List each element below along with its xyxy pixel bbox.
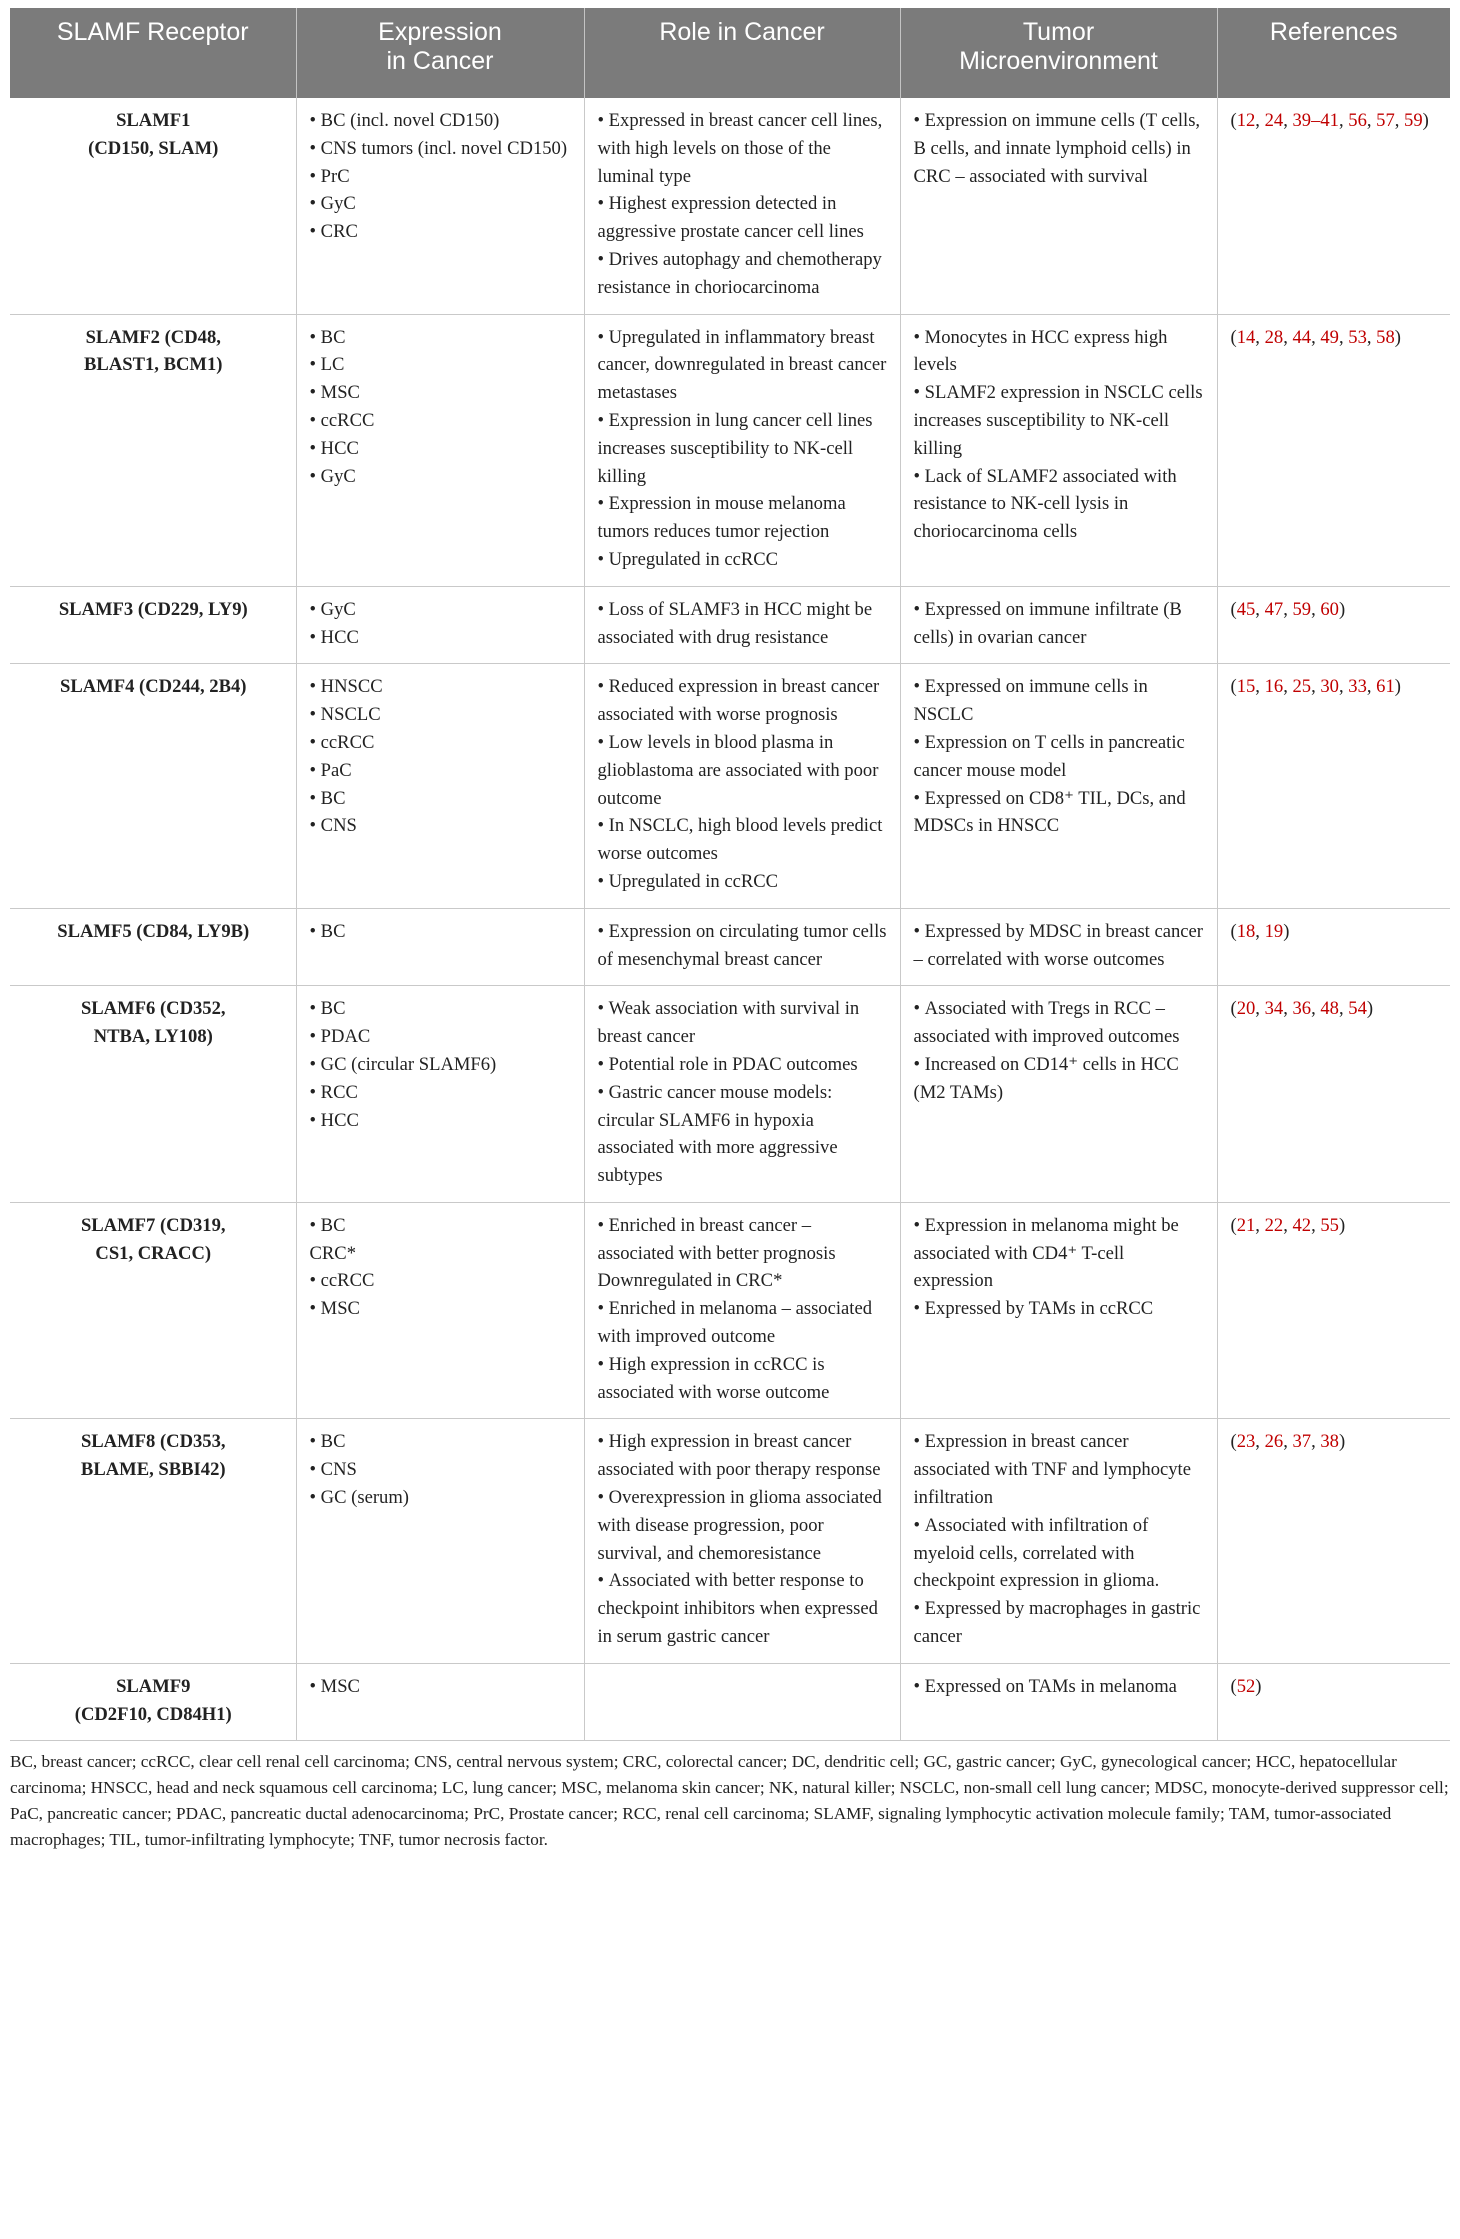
table-row	[10, 908, 1450, 986]
list-item: • ccRCC	[310, 407, 572, 435]
header-receptor: SLAMF Receptor	[10, 8, 296, 98]
table-row	[10, 586, 1450, 664]
list-item: • PDAC	[310, 1023, 572, 1051]
list-item: • Expression in melanoma might be associated with CD4⁺ T-cell expression	[914, 1212, 1205, 1295]
tme-cell-list	[914, 107, 1205, 190]
reference-link[interactable]: 16	[1264, 676, 1284, 698]
tme-cell	[900, 908, 1217, 986]
tme-cell	[900, 1663, 1217, 1741]
reference-link[interactable]: 55	[1320, 1214, 1339, 1236]
expression-cell	[296, 986, 584, 1203]
list-item: • Expressed by macrophages in gastric cancer	[914, 1595, 1205, 1651]
list-item: • Loss of SLAMF3 in HCC might be associated with drug resistance	[598, 596, 888, 652]
references-cell: (14, 28, 44, 49, 53, 58)	[1217, 314, 1450, 586]
list-item: • Expression in breast cancer associated with TNF and lymphocyte infiltration	[914, 1428, 1205, 1511]
list-item: • Drives autophagy and chemotherapy resistance in choriocarcinoma	[598, 246, 888, 302]
list-item: • BC	[310, 995, 572, 1023]
expression-cell	[296, 98, 584, 314]
receptor-cell: SLAMF2 (CD48, BLAST1, BCM1)	[10, 314, 296, 586]
role-cell	[584, 1663, 900, 1741]
table-row	[10, 986, 1450, 1203]
list-item: • Reduced expression in breast cancer associated with worse prognosis	[598, 673, 888, 729]
list-item: • HCC	[310, 435, 572, 463]
reference-link[interactable]: 25	[1292, 676, 1312, 698]
reference-link[interactable]: 58	[1376, 326, 1395, 348]
reference-link[interactable]: 53	[1348, 326, 1367, 348]
reference-link[interactable]: 54	[1348, 998, 1367, 1020]
list-item: • BC	[310, 1428, 572, 1456]
expression-cell-list	[310, 673, 572, 840]
list-item: • MSC	[310, 1673, 572, 1701]
expression-cell-list	[310, 596, 572, 652]
list-item: • Associated with better response to checkpoint inhibitors when expressed in serum gastric cancer	[598, 1567, 888, 1650]
references-cell: (52)	[1217, 1663, 1450, 1741]
expression-cell	[296, 664, 584, 908]
receptor-cell: SLAMF1 (CD150, SLAM)	[10, 98, 296, 314]
list-item: • MSC	[310, 1295, 572, 1323]
list-item: • PrC	[310, 163, 572, 191]
list-item: • LC	[310, 351, 572, 379]
expression-cell	[296, 908, 584, 986]
reference-link[interactable]: 19	[1264, 920, 1284, 942]
tme-cell-list	[914, 995, 1205, 1106]
list-item: • Expressed on immune infiltrate (B cells) in ovarian cancer	[914, 596, 1205, 652]
reference-link[interactable]: 21	[1236, 1214, 1256, 1236]
role-cell	[584, 314, 900, 586]
tme-cell	[900, 1202, 1217, 1419]
references-cell: (20, 34, 36, 48, 54)	[1217, 986, 1450, 1203]
receptor-cell: SLAMF9 (CD2F10, CD84H1)	[10, 1663, 296, 1741]
references-cell: (23, 26, 37, 38)	[1217, 1419, 1450, 1663]
list-item: • Weak association with survival in breast cancer	[598, 995, 888, 1051]
list-item: • BC	[310, 785, 572, 813]
header-row	[10, 8, 1450, 98]
list-item: Downregulated in CRC*	[597, 1270, 783, 1292]
tme-cell-list	[914, 596, 1205, 652]
list-item: • Associated with infiltration of myeloid cells, correlated with checkpoint expression in glioma.	[914, 1512, 1205, 1595]
list-item: • Expression in lung cancer cell lines increases susceptibility to NK-cell killing	[598, 407, 888, 490]
reference-link[interactable]: 14	[1236, 326, 1256, 348]
list-item: • High expression in breast cancer associated with poor therapy response	[598, 1428, 888, 1484]
list-item: • Expressed on TAMs in melanoma	[914, 1673, 1205, 1701]
references-cell: (21, 22, 42, 55)	[1217, 1202, 1450, 1419]
reference-link[interactable]: 39–41	[1292, 110, 1339, 131]
role-cell	[584, 664, 900, 908]
role-cell-list	[598, 596, 888, 652]
reference-link[interactable]: 23	[1236, 1431, 1256, 1453]
list-item: • Enriched in melanoma – associated with improved outcome	[598, 1295, 888, 1351]
receptor-cell: SLAMF3 (CD229, LY9)	[10, 586, 296, 664]
references-cell: (45, 47, 59, 60)	[1217, 586, 1450, 664]
reference-link[interactable]: 45	[1236, 598, 1256, 620]
list-item: • Expressed in breast cancer cell lines, with high levels on those of the luminal type	[598, 107, 888, 190]
list-item: • SLAMF2 expression in NSCLC cells increases susceptibility to NK-cell killing	[914, 379, 1205, 462]
reference-link[interactable]: 22	[1264, 1214, 1284, 1236]
list-item: • Gastric cancer mouse models: circular SLAMF6 in hypoxia associated with more aggressive subtypes	[598, 1079, 888, 1190]
list-item: • GyC	[310, 190, 572, 218]
header-references: References	[1217, 8, 1450, 98]
header-expression: Expression in Cancer	[296, 8, 584, 98]
reference-link[interactable]: 33	[1348, 676, 1367, 698]
reference-link[interactable]: 12	[1236, 110, 1256, 131]
role-cell-list	[598, 918, 888, 974]
tme-cell-list	[914, 673, 1205, 840]
expression-cell-list	[310, 1673, 572, 1701]
reference-link[interactable]: 59	[1292, 598, 1312, 620]
tme-cell-list	[914, 1673, 1205, 1701]
list-item: • Upregulated in ccRCC	[598, 868, 888, 896]
list-item: CRC*	[309, 1242, 357, 1264]
role-cell	[584, 986, 900, 1203]
list-item: • Monocytes in HCC express high levels	[914, 324, 1205, 380]
list-item: • BC	[310, 1212, 572, 1240]
table-row	[10, 1663, 1450, 1741]
reference-link[interactable]: 47	[1264, 598, 1284, 620]
list-item: • Expressed on CD8⁺ TIL, DCs, and MDSCs in HNSCC	[914, 785, 1205, 841]
role-cell	[584, 98, 900, 314]
expression-cell	[296, 586, 584, 664]
expression-cell	[296, 1663, 584, 1741]
list-item: • NSCLC	[310, 701, 572, 729]
list-item: • ccRCC	[310, 1267, 572, 1295]
reference-link[interactable]: 42	[1292, 1214, 1312, 1236]
list-item: • GC (circular SLAMF6)	[310, 1051, 572, 1079]
tme-cell	[900, 98, 1217, 314]
receptor-cell: SLAMF5 (CD84, LY9B)	[10, 908, 296, 986]
tme-cell	[900, 664, 1217, 908]
list-item: • BC	[310, 918, 572, 946]
list-item: • Highest expression detected in aggressive prostate cancer cell lines	[598, 190, 888, 246]
tme-cell-list	[914, 324, 1205, 546]
list-item: • Increased on CD14⁺ cells in HCC (M2 TAMs)	[914, 1051, 1205, 1107]
list-item: • ccRCC	[310, 729, 572, 757]
expression-cell	[296, 1202, 584, 1419]
role-cell-list	[598, 673, 888, 895]
reference-link[interactable]: 37	[1292, 1431, 1312, 1453]
table-body	[10, 98, 1450, 1741]
list-item: • Enriched in breast cancer – associated with better prognosis	[598, 1212, 888, 1268]
table-header	[10, 8, 1450, 98]
role-cell-list	[598, 107, 888, 302]
reference-link[interactable]: 34	[1264, 998, 1284, 1020]
list-item: • HCC	[310, 624, 572, 652]
tme-cell	[900, 314, 1217, 586]
receptor-cell: SLAMF7 (CD319, CS1, CRACC)	[10, 1202, 296, 1419]
expression-cell-list	[310, 1428, 572, 1511]
role-cell	[584, 1202, 900, 1419]
list-item: • GyC	[310, 463, 572, 491]
list-item: • Associated with Tregs in RCC – associated with improved outcomes	[914, 995, 1205, 1051]
list-item: • CNS	[310, 812, 572, 840]
list-item: • Upregulated in ccRCC	[598, 546, 888, 574]
receptor-cell: SLAMF8 (CD353, BLAME, SBBI42)	[10, 1419, 296, 1663]
role-cell	[584, 586, 900, 664]
reference-link[interactable]: 38	[1320, 1431, 1339, 1453]
role-cell-list	[598, 324, 888, 574]
role-cell	[584, 1419, 900, 1663]
reference-link[interactable]: 56	[1348, 110, 1367, 131]
list-item: • Overexpression in glioma associated with disease progression, poor survival, and chemoresistance	[598, 1484, 888, 1567]
references-cell: (12, 24, 39–41, 56, 57, 59)	[1217, 98, 1450, 314]
list-item: • High expression in ccRCC is associated with worse outcome	[598, 1351, 888, 1407]
table-footnote: BC, breast cancer; ccRCC, clear cell renal cell carcinoma; CNS, central nervous system; CRC, colorectal cancer; DC, dendritic cell; GC, gastric cancer; GyC, gynecological cancer; HCC, hepatocellular carcinoma; HNSCC, head and neck squamous cell carcinoma; LC, lung cancer; MSC, melanoma skin cancer; NK, natural killer; NSCLC, non-small cell lung cancer; MDSC, monocyte-derived suppressor cell; PaC, pancreatic cancer; PDAC, pancreatic ductal adenocarcinoma; PrC, Prostate cancer; RCC, renal cell carcinoma; SLAMF, signaling lymphocytic activation molecule family; TAM, tumor-associated macrophages; TIL, tumor-infiltrating lymphocyte; TNF, tumor necrosis factor.	[10, 1752, 1449, 1850]
reference-link[interactable]: 49	[1320, 326, 1339, 348]
role-cell-list	[598, 1428, 888, 1650]
tme-cell-list	[914, 1212, 1205, 1323]
reference-link[interactable]: 60	[1320, 598, 1339, 620]
reference-link[interactable]: 57	[1376, 110, 1395, 131]
list-item: • Expressed by MDSC in breast cancer – correlated with worse outcomes	[914, 918, 1205, 974]
receptor-cell: SLAMF4 (CD244, 2B4)	[10, 664, 296, 908]
expression-cell-list	[310, 918, 572, 946]
table-row	[10, 664, 1450, 908]
reference-link[interactable]: 20	[1236, 998, 1256, 1020]
list-item: • CNS	[310, 1456, 572, 1484]
table-row	[10, 314, 1450, 586]
list-item: • HNSCC	[310, 673, 572, 701]
list-item: • RCC	[310, 1079, 572, 1107]
list-item: • Expression on T cells in pancreatic cancer mouse model	[914, 729, 1205, 785]
expression-cell-list	[310, 324, 572, 491]
references-cell: (18, 19)	[1217, 908, 1450, 986]
list-item: • Expressed on immune cells in NSCLC	[914, 673, 1205, 729]
table-row	[10, 1419, 1450, 1663]
list-item: • BC	[310, 324, 572, 352]
list-item: • BC (incl. novel CD150)	[310, 107, 572, 135]
reference-link[interactable]: 36	[1292, 998, 1312, 1020]
expression-cell-list	[310, 1212, 572, 1323]
reference-link[interactable]: 48	[1320, 998, 1339, 1020]
role-cell-list	[598, 1212, 888, 1407]
list-item: • MSC	[310, 379, 572, 407]
reference-link[interactable]: 61	[1376, 676, 1395, 698]
table-row	[10, 98, 1450, 314]
header-tme: Tumor Microenvironment	[900, 8, 1217, 98]
list-item: • Potential role in PDAC outcomes	[598, 1051, 888, 1079]
slamf-table	[10, 8, 1450, 1741]
reference-link[interactable]: 26	[1264, 1431, 1284, 1453]
table-row	[10, 1202, 1450, 1419]
reference-link[interactable]: 18	[1236, 920, 1256, 942]
tme-cell	[900, 986, 1217, 1203]
list-item: • CRC	[310, 218, 572, 246]
list-item: • Upregulated in inflammatory breast cancer, downregulated in breast cancer metastases	[598, 324, 888, 407]
list-item: • Expressed by TAMs in ccRCC	[914, 1295, 1205, 1323]
expression-cell-list	[310, 995, 572, 1134]
list-item: • CNS tumors (incl. novel CD150)	[310, 135, 572, 163]
references-cell: (15, 16, 25, 30, 33, 61)	[1217, 664, 1450, 908]
expression-cell	[296, 314, 584, 586]
receptor-cell: SLAMF6 (CD352, NTBA, LY108)	[10, 986, 296, 1203]
list-item: • Expression on circulating tumor cells of mesenchymal breast cancer	[598, 918, 888, 974]
list-item: • PaC	[310, 757, 572, 785]
list-item: • GC (serum)	[310, 1484, 572, 1512]
reference-link[interactable]: 30	[1320, 676, 1339, 698]
reference-link[interactable]: 28	[1264, 326, 1284, 348]
list-item: • Expression on immune cells (T cells, B cells, and innate lymphoid cells) in CRC – associated with survival	[914, 107, 1205, 190]
list-item: • HCC	[310, 1107, 572, 1135]
tme-cell-list	[914, 918, 1205, 974]
reference-link[interactable]: 44	[1292, 326, 1312, 348]
list-item: • In NSCLC, high blood levels predict worse outcomes	[598, 812, 888, 868]
reference-link[interactable]: 52	[1236, 1675, 1256, 1697]
role-cell	[584, 908, 900, 986]
reference-link[interactable]: 59	[1404, 110, 1423, 131]
list-item: • Low levels in blood plasma in glioblastoma are associated with poor outcome	[598, 729, 888, 812]
reference-link[interactable]: 15	[1236, 676, 1256, 698]
tme-cell-list	[914, 1428, 1205, 1650]
list-item: • Expression in mouse melanoma tumors reduces tumor rejection	[598, 490, 888, 546]
expression-cell	[296, 1419, 584, 1663]
list-item: • Lack of SLAMF2 associated with resistance to NK-cell lysis in choriocarcinoma cells	[914, 463, 1205, 546]
tme-cell	[900, 1419, 1217, 1663]
header-role: Role in Cancer	[584, 8, 900, 98]
tme-cell	[900, 586, 1217, 664]
role-cell-list	[598, 995, 888, 1190]
expression-cell-list	[310, 107, 572, 246]
list-item: • GyC	[310, 596, 572, 624]
reference-link[interactable]: 24	[1264, 110, 1284, 131]
